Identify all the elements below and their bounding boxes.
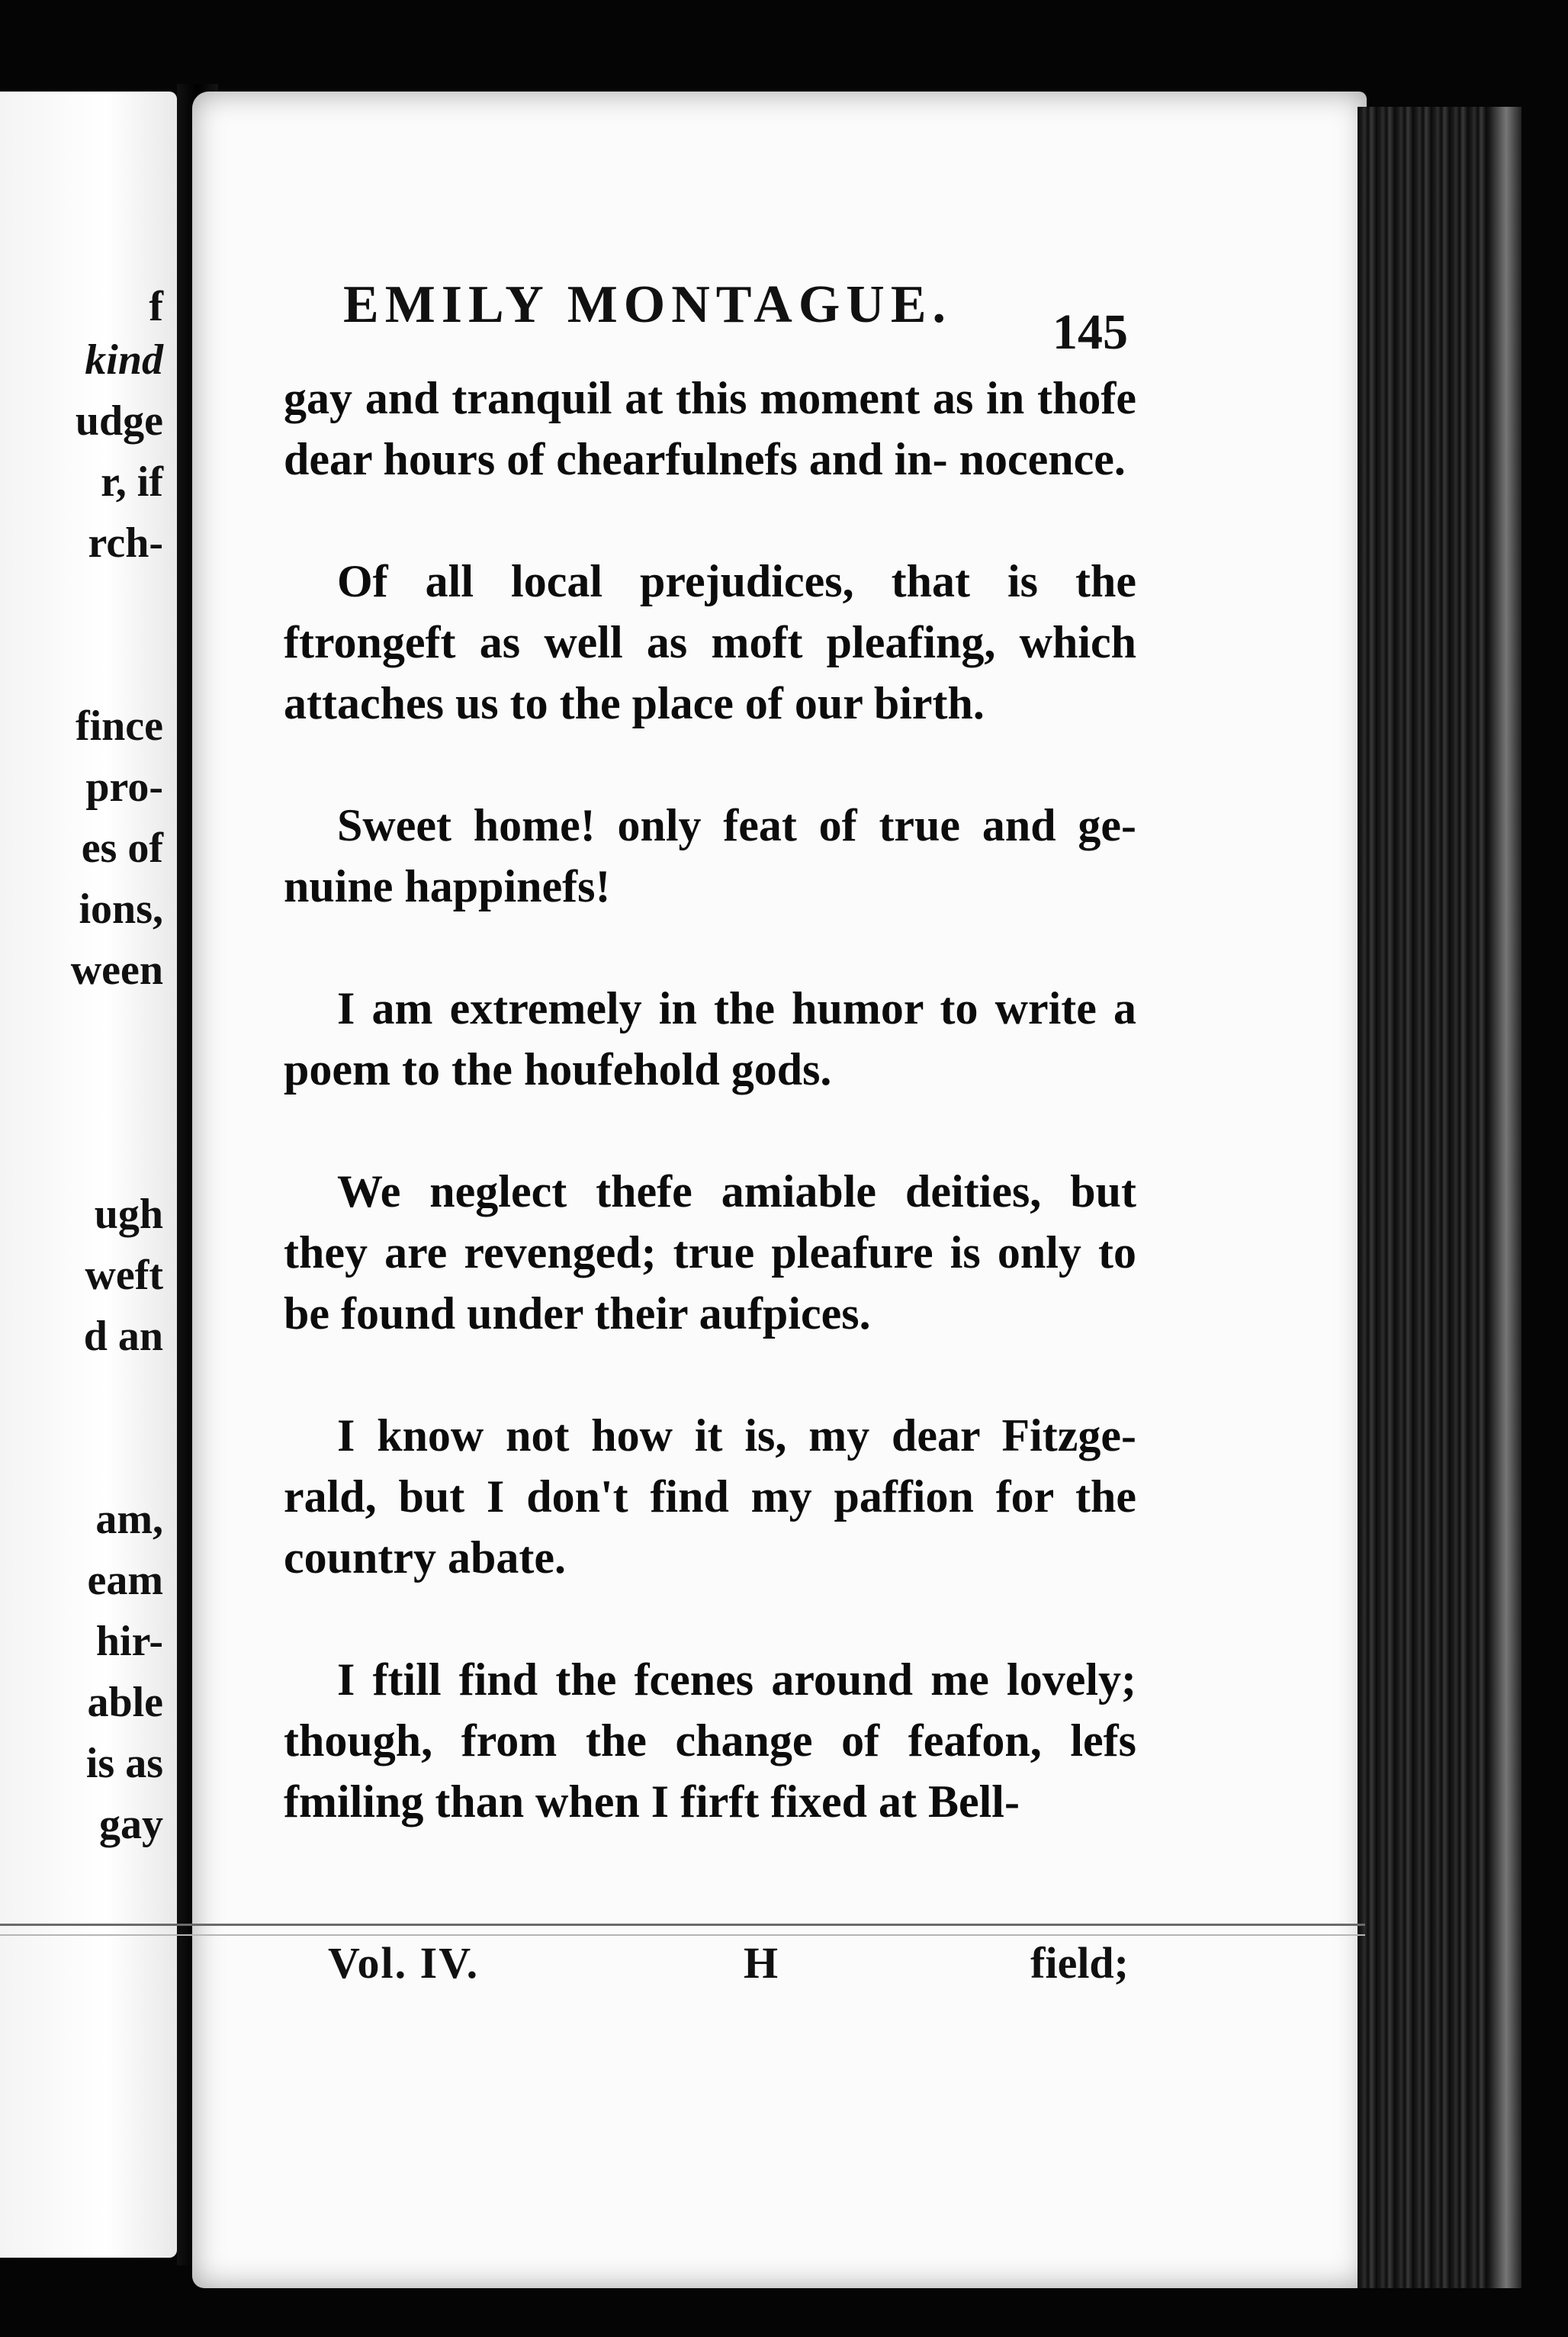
left-page-fragment: weft	[85, 1252, 163, 1299]
left-facing-page	[0, 92, 177, 2258]
left-page-fragment: rch-	[88, 519, 163, 567]
paragraph: I ftill find the fcenes around me lovely; though, from the change of feafon, lefs fmiling than when I firft fixed at Bell-	[284, 1654, 1136, 1827]
paragraph: gay and tranquil at this moment as in thofe dear hours of chearfulnefs and in- nocence.	[284, 373, 1136, 484]
left-page-fragment: am,	[95, 1496, 163, 1543]
left-page-fragment: kind	[85, 336, 163, 384]
signature-mark: H	[744, 1938, 779, 1988]
paragraph: We neglect thefe amiable deities, but they are revenged; true pleafure is only to be found under their aufpices.	[284, 1166, 1136, 1339]
left-page-fragment: gay	[99, 1801, 163, 1848]
catchword: field;	[1030, 1938, 1129, 1988]
page-edge-highlight	[1491, 107, 1521, 2288]
left-page-fragment: es of	[81, 825, 163, 872]
left-page-fragment: is as	[85, 1740, 163, 1787]
left-page-fragment: d an	[83, 1313, 163, 1360]
paragraph: I am extremely in the humor to write a poem to the houfehold gods.	[284, 983, 1136, 1095]
paragraph: Of all local prejudices, that is the ftrongeft as well as moft pleafing, which attaches us to the place of our birth.	[284, 556, 1136, 728]
running-head: EMILY MONTAGUE.	[343, 275, 953, 334]
paragraph: I know not how it is, my dear Fitzge- rald, but I don't find my paffion for the country abate.	[284, 1410, 1136, 1583]
left-page-fragment: ween	[70, 947, 163, 994]
left-page-fragment: able	[87, 1679, 163, 1726]
scan-rule-line	[0, 1924, 1365, 1926]
signature-volume: Vol. IV.	[328, 1938, 480, 1988]
left-page-fragment: r, if	[101, 458, 163, 506]
left-page-fragment: hir-	[95, 1618, 163, 1665]
left-page-fragment: fince	[75, 702, 163, 750]
paragraph: Sweet home! only feat of true and ge- nuine happinefs!	[284, 800, 1136, 911]
left-page-fragment: eam	[87, 1557, 163, 1604]
left-page-fragment: ions,	[79, 886, 163, 933]
scan-rule-line	[0, 1934, 1365, 1936]
page-number: 145	[1052, 304, 1128, 360]
page-footer	[328, 1937, 1129, 1998]
left-page-fragment: ugh	[94, 1191, 163, 1238]
body-text	[284, 368, 1136, 1893]
left-page-fragment: f	[149, 283, 163, 330]
left-page-fragment: pro-	[85, 763, 163, 811]
left-page-fragment: udge	[75, 397, 163, 445]
